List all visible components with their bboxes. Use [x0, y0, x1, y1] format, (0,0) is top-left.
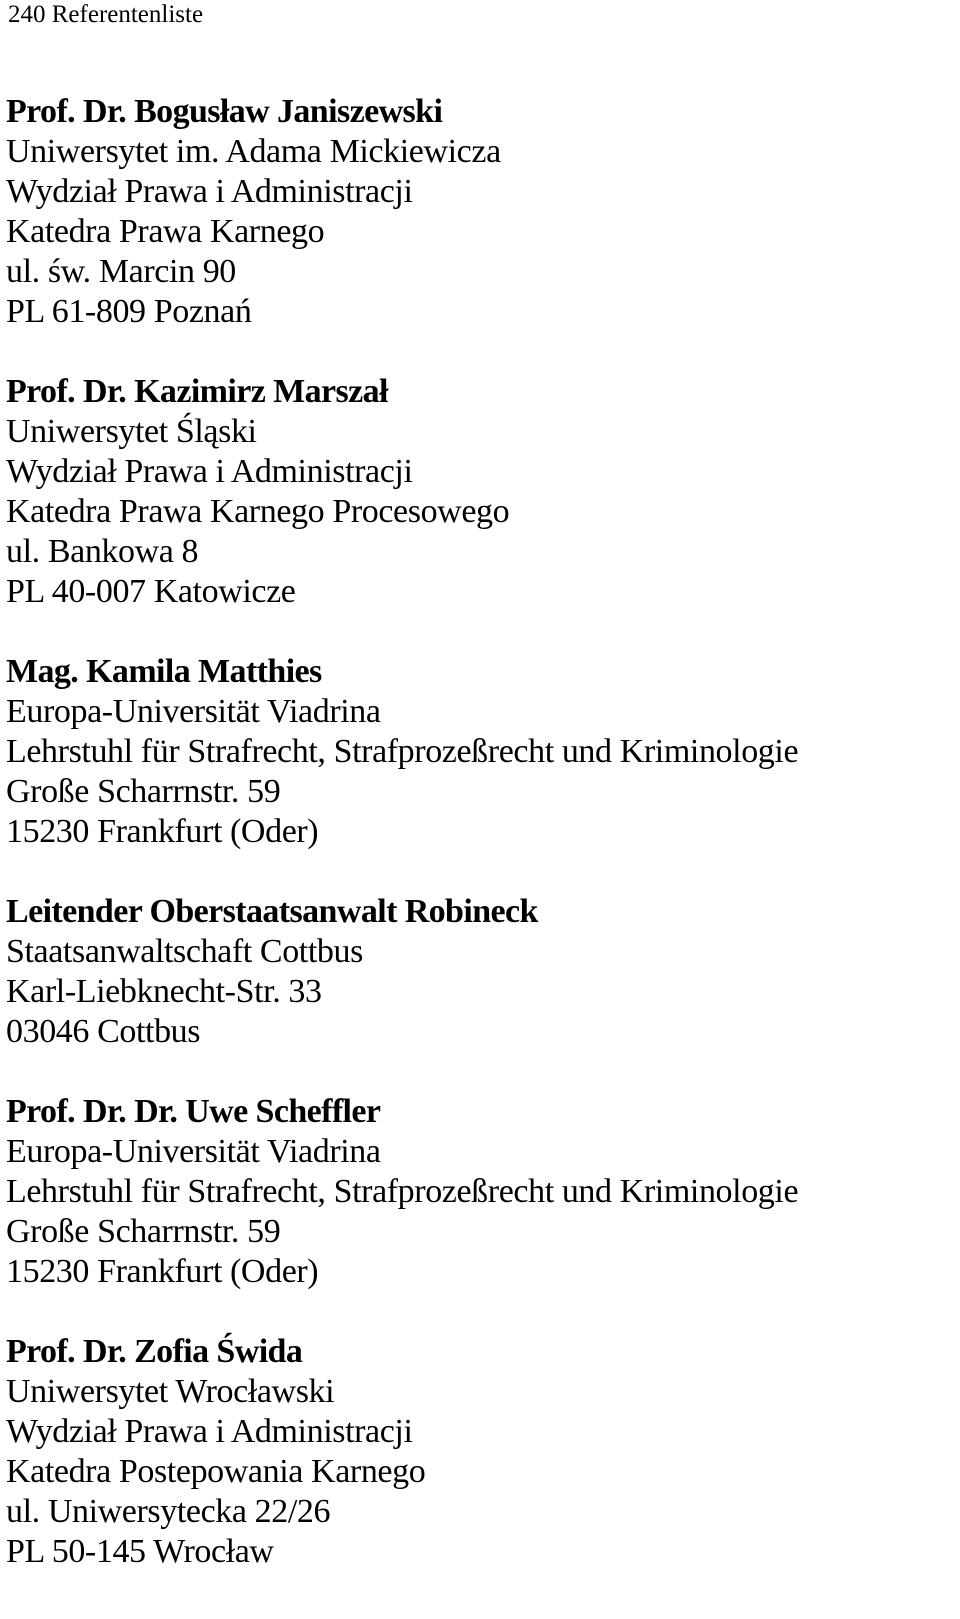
- address-line: Katedra Prawa Karnego: [6, 213, 325, 250]
- address-line: ul. św. Marcin 90: [6, 253, 236, 290]
- address-line: Wydział Prawa i Administracji: [6, 1413, 413, 1450]
- speaker-name: Prof. Dr. Bogusław Janiszewski: [6, 93, 443, 130]
- address-line: Europa-Universität Viadrina: [6, 1133, 381, 1170]
- address-line: Uniwersytet Wrocławski: [6, 1373, 335, 1410]
- speaker-list: [6, 92, 956, 1572]
- address-line: Staatsanwaltschaft Cottbus: [6, 933, 363, 970]
- address-line: Karl-Liebknecht-Str. 33: [6, 973, 322, 1010]
- speaker-entry: [6, 1092, 956, 1292]
- speaker-name: Prof. Dr. Kazimirz Marszał: [6, 373, 388, 410]
- address-line: PL 50-145 Wrocław: [6, 1533, 274, 1570]
- address-line: ul. Uniwersytecka 22/26: [6, 1493, 331, 1530]
- address-line: Wydział Prawa i Administracji: [6, 453, 413, 490]
- address-line: Große Scharrnstr. 59: [6, 773, 281, 810]
- speaker-name: Mag. Kamila Matthies: [6, 653, 322, 690]
- speaker-entry: [6, 892, 956, 1052]
- address-line: Große Scharrnstr. 59: [6, 1213, 281, 1250]
- address-line: 03046 Cottbus: [6, 1013, 201, 1050]
- address-line: Katedra Prawa Karnego Procesowego: [6, 493, 510, 530]
- speaker-name: Leitender Oberstaatsanwalt Robineck: [6, 893, 538, 930]
- speaker-entry: [6, 372, 956, 612]
- speaker-entry: [6, 92, 956, 332]
- address-line: Lehrstuhl für Strafrecht, Strafprozeßrecht und Kriminologie: [6, 1173, 799, 1210]
- address-line: PL 40-007 Katowicze: [6, 573, 296, 610]
- address-line: ul. Bankowa 8: [6, 533, 199, 570]
- address-line: Europa-Universität Viadrina: [6, 693, 381, 730]
- speaker-entry: [6, 1332, 956, 1572]
- address-line: 15230 Frankfurt (Oder): [6, 1253, 319, 1290]
- speaker-name: Prof. Dr. Zofia Świda: [6, 1333, 303, 1370]
- address-line: PL 61-809 Poznań: [6, 293, 252, 330]
- address-line: Katedra Postepowania Karnego: [6, 1453, 426, 1490]
- address-line: Lehrstuhl für Strafrecht, Strafprozeßrecht und Kriminologie: [6, 733, 799, 770]
- address-line: Uniwersytet im. Adama Mickiewicza: [6, 133, 501, 170]
- speaker-name: Prof. Dr. Dr. Uwe Scheffler: [6, 1093, 381, 1130]
- speaker-entry: [6, 652, 956, 852]
- running-head: 240 Referentenliste: [8, 1, 204, 28]
- address-line: 15230 Frankfurt (Oder): [6, 813, 319, 850]
- address-line: Uniwersytet Śląski: [6, 413, 257, 450]
- address-line: Wydział Prawa i Administracji: [6, 173, 413, 210]
